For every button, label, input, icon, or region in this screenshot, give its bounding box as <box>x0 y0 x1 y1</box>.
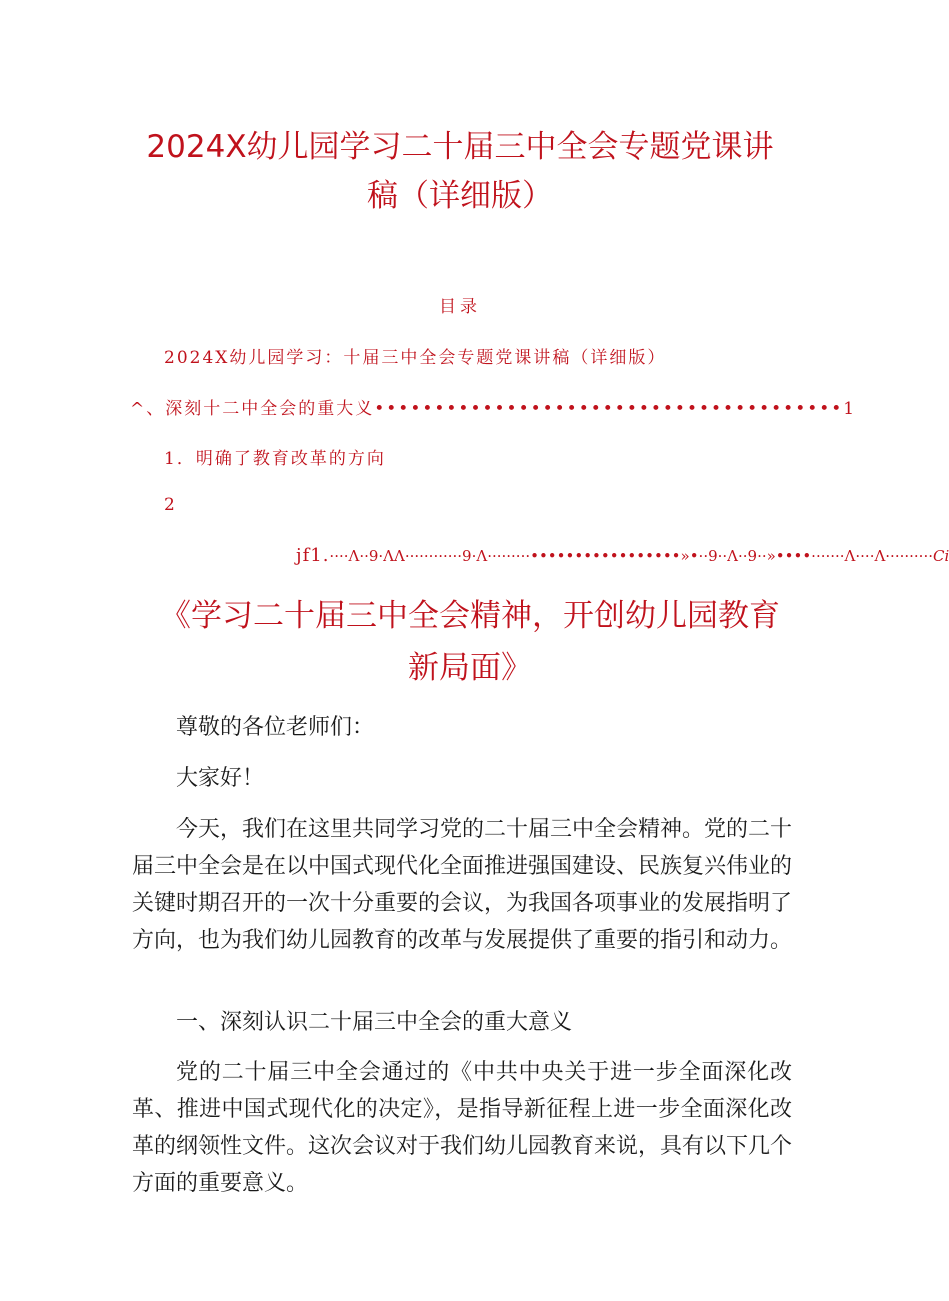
speech-title-line-2: 新局面》 <box>408 650 532 686</box>
toc-item[interactable]: ^、深刻十二中全会的重大义•••••••••••••••••••••••••••••••••••••••1 <box>130 399 857 419</box>
toc-garbled-line <box>296 545 949 566</box>
document-title-line-1: 2024X幼儿园学习二十届三中全会专题党课讲 <box>146 129 774 165</box>
intro-paragraph: 今天，我们在这里共同学习党的二十届三中全会精神。党的二十届三中全会是在以中国式现代化全面推进强国建设、民族复兴伟业的关键时期召开的一次十分重要的会议，为我国各项事业的发展指明了方向，也为我们幼儿园教育的改革与发展提供了重要的指引和动力。 <box>132 817 793 953</box>
speech-title-line-1: 《学习二十届三中全会精神，开创幼儿园教育 <box>160 598 780 634</box>
toc-item[interactable]: 1．明确了教育改革的方向 <box>164 449 386 469</box>
toc-heading: 目录 <box>439 297 481 317</box>
toc-item[interactable]: 2 <box>164 495 177 515</box>
document-title-line-2: 稿（详细版） <box>367 178 553 214</box>
greeting-paragraph: 尊敬的各位老师们： <box>176 715 375 740</box>
toc-item[interactable]: 2024X幼儿园学习：十届三中全会专题党课讲稿（详细版） <box>164 348 667 368</box>
hello-paragraph: 大家好！ <box>176 766 265 791</box>
section-1-heading: 一、深刻认识二十届三中全会的重大意义 <box>176 1010 573 1035</box>
section-1-body: 党的二十届三中全会通过的《中共中央关于进一步全面深化改革、推进中国式现代化的决定》，是指导新征程上进一步全面深化改革的纲领性文件。这次会议对于我们幼儿园教育来说，具有以下几个方面的重要意义。 <box>132 1060 793 1196</box>
toc-garbled-tail: Ci <box>932 547 949 565</box>
toc-garbled-leader: ····Λ··9·ΛΛ············9·Λ·········•••••••••••••••••»•··9··Λ··9··»••••·······Λ····Λ·········· <box>329 547 933 565</box>
toc-garbled-lead: jf1. <box>296 545 330 566</box>
